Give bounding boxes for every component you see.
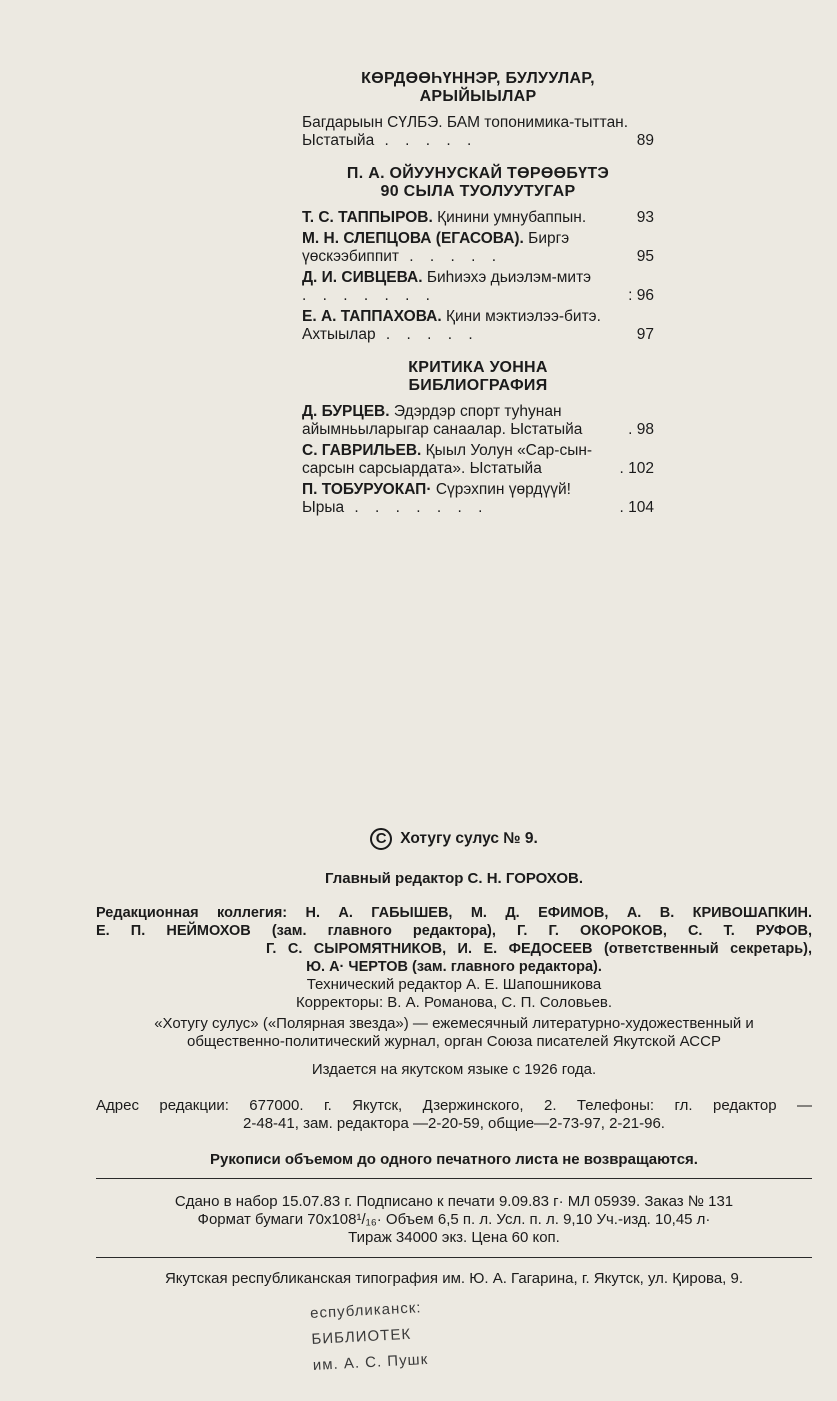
library-stamp — [310, 1291, 505, 1401]
divider — [96, 1178, 812, 1179]
entry-author: С. ГАВРИЛЬЕВ. — [302, 442, 422, 459]
print-data-line: Формат бумаги 70x108¹/₁₆· Объем 6,5 п. л. Усл. п. л. 9,10 Уч.-изд. 10,45 л· — [197, 1211, 711, 1228]
entry-page: . 98 — [628, 421, 654, 438]
stamp-line: им. А. С. Пушк — [312, 1350, 429, 1374]
entry-author: Д. И. СИВЦЕВА. — [302, 269, 423, 286]
imprint — [96, 828, 812, 1288]
correctors: Корректоры: В. А. Романова, С. П. Соловьев. — [295, 994, 613, 1011]
address-line: Адрес редакции: 677000. г. Якутск, Дзержинского, 2. Телефоны: гл. редактор — — [96, 1097, 812, 1114]
published-since: Издается на якутском языке с 1926 года. — [311, 1061, 597, 1078]
stamp-line: БИБЛИОТЕК — [311, 1325, 412, 1348]
about-line: общественно-политический журнал, орган Союза писателей Якутской АССР — [187, 1033, 721, 1050]
toc-entry: Е. А. ТАППАХОВА. Қини мэктиэлээ-битэ. Ахтыылар . . . . . 97 — [302, 308, 654, 343]
about-line: «Хотугу сулус» («Полярная звезда») — ежемесячный литературно-художественный и — [154, 1015, 754, 1032]
toc-section — [302, 359, 654, 517]
copyright-line — [96, 828, 812, 850]
toc-entry: Д. И. СИВЦЕВА. Биһиэхэ дьиэлэм-митэ . . . . . . . : 96 — [302, 269, 654, 304]
entry-page: 95 — [636, 248, 654, 265]
entry-text: Биһиэхэ дьиэлэм-митэ — [426, 269, 592, 286]
entry-text: Қинини умнубаппын. — [437, 209, 587, 226]
editorial-board-line: Ю. А· ЧЕРТОВ (зам. главного редактора). — [306, 959, 602, 975]
entry-text: Сүрэхпин үөрдүүй! Ырыа — [302, 481, 571, 516]
entry-author: Е. А. ТАППАХОВА. — [302, 308, 442, 325]
toc-entry: Багдарыын СҮЛБЭ. БАМ топонимика-тыттан. Ыстатыйа . . . . . 89 — [302, 114, 654, 149]
editorial-board-line: Е. П. НЕЙМОХОВ (зам. главного редактора), Г. Г. ОКОРОКОВ, С. Т. РУФОВ, — [96, 923, 812, 939]
entry-page: . 102 — [619, 460, 654, 477]
entry-author: Д. БУРЦЕВ. — [302, 403, 390, 420]
entry-page: . 104 — [619, 499, 654, 516]
entry-text: Қыыл Уолун «Сар-сын-сарсын сарсыардата». Ыстатыйа — [302, 442, 593, 477]
section-heading: КӨРДӨӨҺҮННЭР, БУЛУУЛАР, АРЫЙЫЫЛАР — [361, 70, 595, 105]
entry-text: Қини мэктиэлээ-битэ. Ахтыылар — [302, 308, 601, 343]
toc-section — [302, 165, 654, 344]
entry-page: 89 — [636, 132, 654, 149]
chief-editor: Главный редактор С. Н. ГОРОХОВ. — [324, 870, 584, 887]
toc-section — [302, 70, 654, 150]
editorial-board-line: Г. С. СЫРОМЯТНИКОВ, И. Е. ФЕДОСЕЕВ (ответственный секретарь), — [266, 941, 812, 957]
journal-issue: Хотугу сулус № 9. — [400, 830, 538, 847]
stamp-line: еспубликанск: — [309, 1299, 422, 1323]
toc-entry: П. ТОБУРУОКАП· Сүрэхпин үөрдүүй! Ырыа . . . . . . . . 104 — [302, 481, 654, 516]
entry-text: Биргэ үөскээбиппит — [302, 230, 570, 265]
entry-text: Эдэрдэр спорт туһунан айымньыларыгар санаалар. Ыстатыйа — [302, 403, 583, 438]
entry-page: : 96 — [628, 287, 654, 304]
print-data-line: Сдано в набор 15.07.83 г. Подписано к печати 9.09.83 г· МЛ 05939. Заказ № 131 — [174, 1193, 734, 1210]
entry-page: 93 — [636, 209, 654, 226]
divider — [96, 1257, 812, 1258]
toc-entry — [302, 442, 654, 478]
tech-editor: Технический редактор А. Е. Шапошникова — [306, 976, 602, 993]
entry-text: Багдарыын СҮЛБЭ. БАМ топонимика-тыттан. Ыстатыйа — [302, 114, 629, 149]
section-heading: П. А. ОЙУУНУСКАЙ ТӨРӨӨБҮТЭ 90 СЫЛА ТУОЛУУТУГАР — [346, 165, 610, 200]
manuscripts-note: Рукописи объемом до одного печатного листа не возвращаются. — [210, 1151, 698, 1168]
toc-entry — [302, 403, 654, 439]
printer-line: Якутская республиканская типография им. Ю. А. Гагарина, г. Якутск, ул. Қирова, 9. — [164, 1270, 744, 1287]
editorial-board-line: Редакционная коллегия: Н. А. ГАБЫШЕВ, М. Д. ЕФИМОВ, А. В. КРИВОШАПКИН. — [96, 905, 812, 921]
entry-author: П. ТОБУРУОКАП· — [302, 481, 432, 498]
entry-author: Т. С. ТАППЫРОВ. — [302, 209, 433, 226]
print-data-line: Тираж 34000 экз. Цена 60 коп. — [348, 1229, 560, 1246]
table-of-contents — [302, 70, 654, 520]
toc-entry — [302, 209, 654, 227]
section-heading: КРИТИКА УОННА БИБЛИОГРАФИЯ — [408, 359, 548, 394]
entry-page: 97 — [636, 326, 654, 343]
copyright-icon: C — [370, 828, 392, 850]
entry-author: М. Н. СЛЕПЦОВА (ЕГАСОВА). — [302, 230, 524, 247]
toc-entry: М. Н. СЛЕПЦОВА (ЕГАСОВА). Биргэ үөскээбиппит . . . . . 95 — [302, 230, 654, 265]
address-line: 2-48-41, зам. редактора —2-20-59, общие—2-73-97, 2-21-96. — [243, 1115, 665, 1132]
